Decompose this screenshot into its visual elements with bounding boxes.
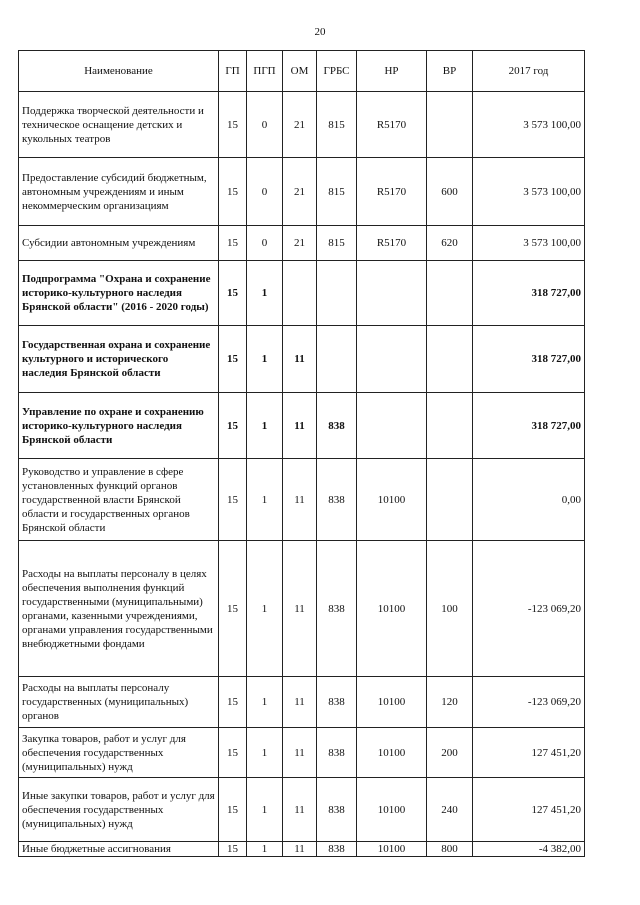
row-gp: 15 xyxy=(219,677,247,728)
row-np: 10100 xyxy=(357,677,427,728)
row-vr: 200 xyxy=(427,728,473,778)
row-grbs: 838 xyxy=(317,778,357,842)
row-pgp: 1 xyxy=(247,728,283,778)
row-om: 11 xyxy=(283,778,317,842)
row-pgp: 1 xyxy=(247,677,283,728)
row-np: R5170 xyxy=(357,226,427,261)
row-name: Управление по охране и сохранению историко-культурного наследия Брянской области xyxy=(19,393,219,459)
row-amount: -123 069,20 xyxy=(473,541,585,677)
row-np: 10100 xyxy=(357,459,427,541)
row-gp: 15 xyxy=(219,226,247,261)
row-vr xyxy=(427,261,473,326)
row-pgp: 0 xyxy=(247,226,283,261)
row-vr xyxy=(427,459,473,541)
row-name: Расходы на выплаты персоналу государственных (муниципальных) органов xyxy=(19,677,219,728)
row-name: Поддержка творческой деятельности и техническое оснащение детских и кукольных театров xyxy=(19,92,219,158)
row-grbs: 838 xyxy=(317,393,357,459)
row-name: Руководство и управление в сфере установленных функций органов государственной власти Брянской области и государственных органов Брянской области xyxy=(19,459,219,541)
row-om: 21 xyxy=(283,226,317,261)
row-om xyxy=(283,261,317,326)
row-pgp: 1 xyxy=(247,842,283,857)
row-amount: 3 573 100,00 xyxy=(473,158,585,226)
row-vr: 100 xyxy=(427,541,473,677)
row-pgp: 1 xyxy=(247,326,283,393)
row-amount: 318 727,00 xyxy=(473,261,585,326)
row-amount: 3 573 100,00 xyxy=(473,226,585,261)
row-grbs: 815 xyxy=(317,158,357,226)
header-om: ОМ xyxy=(283,51,317,92)
row-vr xyxy=(427,393,473,459)
row-om: 11 xyxy=(283,728,317,778)
table-row xyxy=(19,261,585,326)
row-amount: -4 382,00 xyxy=(473,842,585,857)
header-name: Наименование xyxy=(19,51,219,92)
row-om: 21 xyxy=(283,158,317,226)
row-vr: 120 xyxy=(427,677,473,728)
row-grbs: 838 xyxy=(317,459,357,541)
row-name: Расходы на выплаты персоналу в целях обеспечения выполнения функций государственными (муниципальными) органами, казенными учреждениями, органами управления государственными внебюджетными фондами xyxy=(19,541,219,677)
row-np xyxy=(357,393,427,459)
row-gp: 15 xyxy=(219,92,247,158)
row-amount: 127 451,20 xyxy=(473,778,585,842)
row-gp: 15 xyxy=(219,842,247,857)
header-year: 2017 год xyxy=(473,51,585,92)
row-name: Закупка товаров, работ и услуг для обеспечения государственных (муниципальных) нужд xyxy=(19,728,219,778)
table-row xyxy=(19,92,585,158)
row-gp: 15 xyxy=(219,158,247,226)
row-gp: 15 xyxy=(219,459,247,541)
row-np: R5170 xyxy=(357,158,427,226)
row-name: Предоставление субсидий бюджетным, автономным учреждениям и иным некоммерческим организациям xyxy=(19,158,219,226)
row-np: R5170 xyxy=(357,92,427,158)
row-om: 11 xyxy=(283,326,317,393)
budget-table xyxy=(18,50,585,857)
row-pgp: 1 xyxy=(247,541,283,677)
row-name: Подпрограмма "Охрана и сохранение историко-культурного наследия Брянской области" (2016 - 2020 годы) xyxy=(19,261,219,326)
row-amount: 318 727,00 xyxy=(473,393,585,459)
row-gp: 15 xyxy=(219,393,247,459)
row-vr: 620 xyxy=(427,226,473,261)
table-row xyxy=(19,459,585,541)
row-grbs: 815 xyxy=(317,226,357,261)
row-np: 10100 xyxy=(357,541,427,677)
table-row xyxy=(19,778,585,842)
row-om: 21 xyxy=(283,92,317,158)
row-np: 10100 xyxy=(357,842,427,857)
row-amount: 3 573 100,00 xyxy=(473,92,585,158)
table-row xyxy=(19,158,585,226)
row-name: Субсидии автономным учреждениям xyxy=(19,226,219,261)
row-np: 10100 xyxy=(357,778,427,842)
page-number: 20 xyxy=(314,26,326,38)
row-pgp: 0 xyxy=(247,92,283,158)
row-gp: 15 xyxy=(219,778,247,842)
row-gp: 15 xyxy=(219,541,247,677)
row-grbs: 838 xyxy=(317,842,357,857)
row-om: 11 xyxy=(283,677,317,728)
row-pgp: 0 xyxy=(247,158,283,226)
row-np xyxy=(357,326,427,393)
row-grbs: 838 xyxy=(317,541,357,677)
row-pgp: 1 xyxy=(247,459,283,541)
row-amount: 0,00 xyxy=(473,459,585,541)
row-vr xyxy=(427,92,473,158)
row-om: 11 xyxy=(283,459,317,541)
row-vr: 800 xyxy=(427,842,473,857)
row-pgp: 1 xyxy=(247,393,283,459)
table-row xyxy=(19,541,585,677)
row-om: 11 xyxy=(283,541,317,677)
row-gp: 15 xyxy=(219,261,247,326)
row-om: 11 xyxy=(283,393,317,459)
row-np xyxy=(357,261,427,326)
table-row xyxy=(19,677,585,728)
row-pgp: 1 xyxy=(247,778,283,842)
table-row xyxy=(19,728,585,778)
row-grbs: 838 xyxy=(317,677,357,728)
row-name: Государственная охрана и сохранение культурного и исторического наследия Брянской области xyxy=(19,326,219,393)
row-amount: 127 451,20 xyxy=(473,728,585,778)
row-name: Иные закупки товаров, работ и услуг для обеспечения государственных (муниципальных) нужд xyxy=(19,778,219,842)
header-pgp: ПГП xyxy=(247,51,283,92)
header-grbs: ГРБС xyxy=(317,51,357,92)
row-pgp: 1 xyxy=(247,261,283,326)
row-grbs xyxy=(317,261,357,326)
row-om: 11 xyxy=(283,842,317,857)
row-vr: 600 xyxy=(427,158,473,226)
table-row xyxy=(19,326,585,393)
table-row xyxy=(19,393,585,459)
row-vr xyxy=(427,326,473,393)
header-gp: ГП xyxy=(219,51,247,92)
table-header-row xyxy=(19,51,585,92)
row-gp: 15 xyxy=(219,326,247,393)
row-grbs: 838 xyxy=(317,728,357,778)
table-row xyxy=(19,226,585,261)
row-grbs xyxy=(317,326,357,393)
table-row xyxy=(19,842,585,857)
row-amount: -123 069,20 xyxy=(473,677,585,728)
header-np: НР xyxy=(357,51,427,92)
row-np: 10100 xyxy=(357,728,427,778)
header-vr: ВР xyxy=(427,51,473,92)
row-vr: 240 xyxy=(427,778,473,842)
row-gp: 15 xyxy=(219,728,247,778)
row-amount: 318 727,00 xyxy=(473,326,585,393)
row-grbs: 815 xyxy=(317,92,357,158)
row-name: Иные бюджетные ассигнования xyxy=(19,842,219,857)
